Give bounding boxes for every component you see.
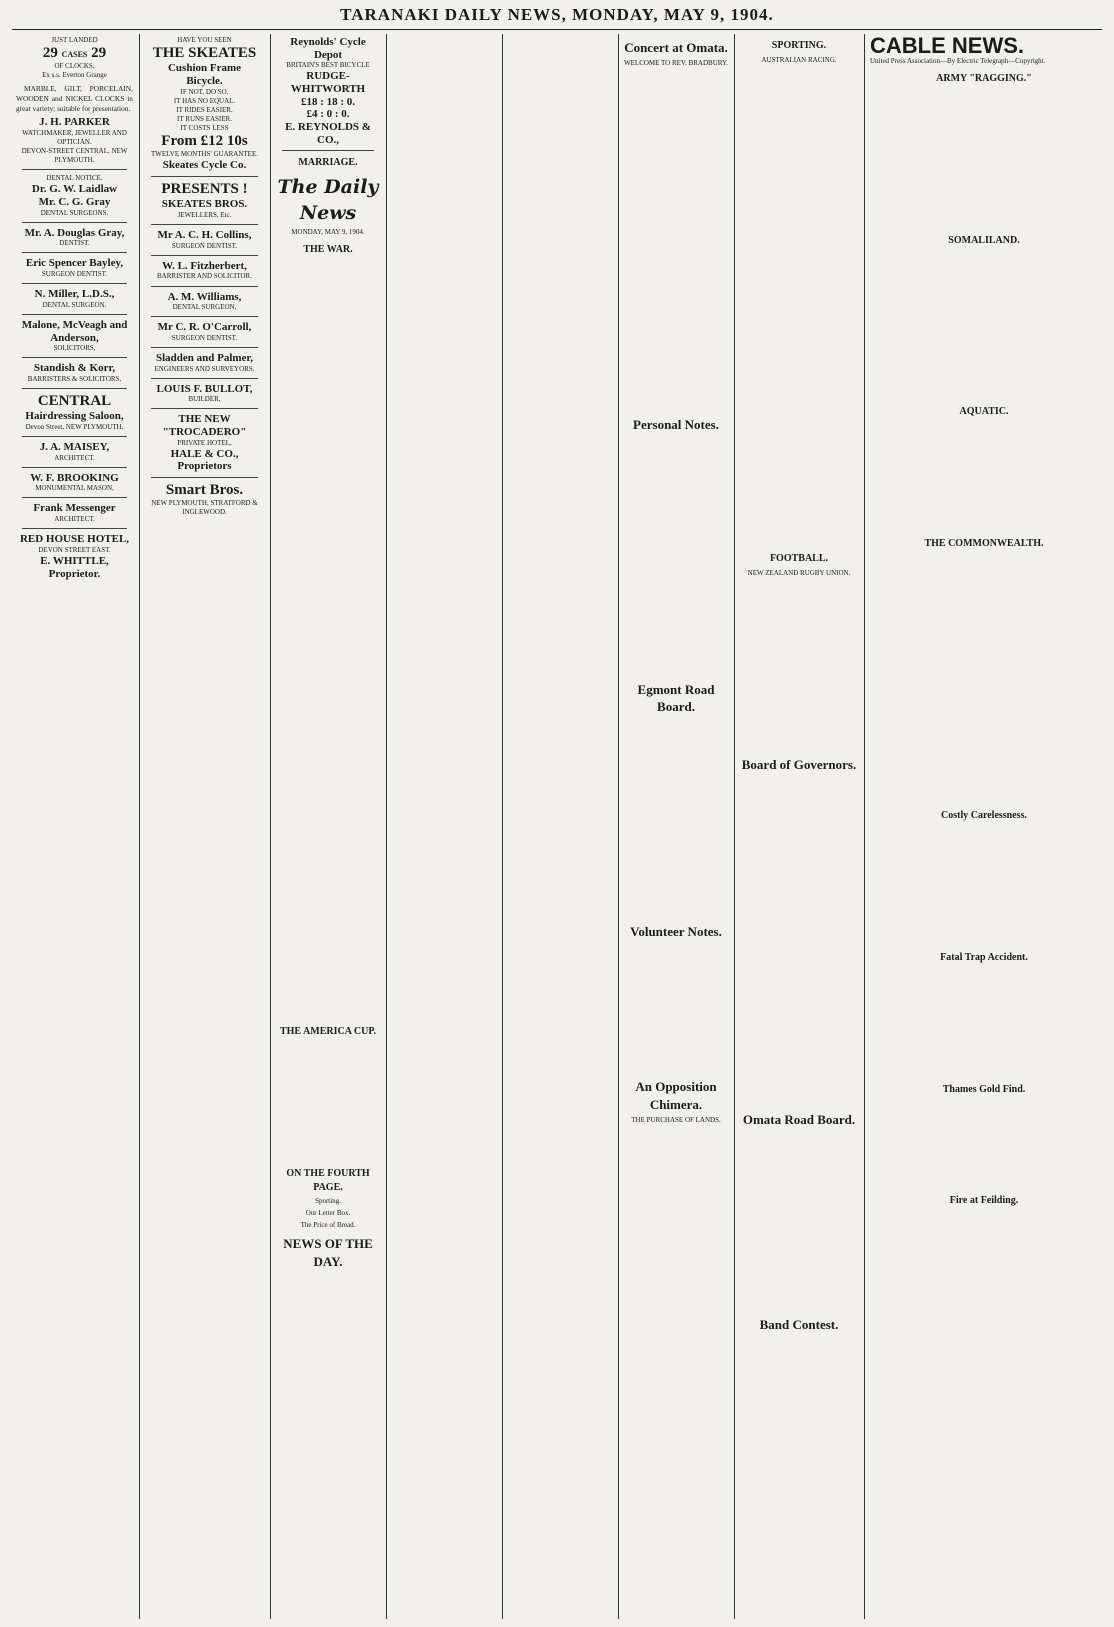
newspaper-masthead: TARANAKI DAILY NEWS, MONDAY, MAY 9, 1904.	[340, 5, 774, 24]
football-heading: FOOTBALL.	[769, 553, 829, 565]
reynolds-co: E. REYNOLDS & CO.,	[285, 120, 371, 146]
carroll-name: Mr C. R. O'Carroll,	[157, 321, 252, 334]
clocks-ad-title: JUST LANDED	[51, 36, 98, 44]
column-4-article	[388, 34, 500, 1619]
skeates-line: IT COSTS LESS	[180, 124, 229, 132]
reynolds-title: Reynolds' Cycle Depot	[290, 36, 366, 61]
thames-body	[870, 1099, 1098, 1189]
clocks-ad-line: Ex s.s. Everton Grange	[42, 71, 107, 80]
gray-name: Mr. C. G. Gray	[38, 195, 111, 208]
fourth-page-item: Sporting.	[315, 1197, 341, 1206]
fire-heading: Fire at Feilding.	[949, 1195, 1019, 1207]
commonwealth-heading: THE COMMONWEALTH.	[924, 538, 1044, 550]
maisey-sub: ARCHITECT.	[54, 453, 95, 462]
war-heading: THE WAR.	[303, 244, 353, 256]
parker-name: J. H. PARKER	[39, 116, 110, 129]
news-of-day-heading: NEWS OF THE DAY.	[283, 1236, 373, 1270]
reynolds-best: BRITAIN'S BEST BICYCLE	[286, 61, 370, 70]
skeates-cycle-co: Skeates Cycle Co.	[162, 159, 247, 172]
bullot-sub: BUILDER,	[188, 395, 221, 404]
skeates-title: THE SKEATES	[152, 45, 257, 62]
bicycle-word: Bicycle.	[186, 74, 223, 87]
personal-notes-heading: Personal Notes.	[633, 416, 719, 432]
rugby-subheading: NEW ZEALAND RUGBY UNION.	[747, 569, 851, 578]
smart-sub: NEW PLYMOUTH, STRATFORD & INGLEWOOD.	[151, 499, 258, 517]
whittle-name: E. WHITTLE, Proprietor.	[40, 554, 109, 580]
sladden-name: Sladden and Palmer,	[155, 352, 254, 364]
laidlaw-name: Dr. G. W. Laidlaw	[31, 183, 118, 196]
opposition-subheading: THE PURCHASE OF LANDS.	[631, 1116, 721, 1125]
column-rule	[270, 34, 271, 1619]
bayley-name: Eric Spencer Bayley,	[25, 257, 124, 270]
dental-notice: DENTAL NOTICE.	[46, 174, 103, 183]
governors-heading: Board of Governors.	[741, 756, 857, 772]
parker-address: DEVON-STREET CENTRAL, NEW PLYMOUTH.	[21, 147, 128, 165]
column-rule	[386, 34, 387, 1619]
skeates-line: IF NOT, DO SO.	[180, 87, 229, 96]
presents-title: PRESENTS !	[161, 181, 248, 198]
concert-body	[624, 71, 728, 411]
standish-sub: BARRISTERS & SOLICITORS,	[27, 374, 122, 383]
americas-cup-body	[276, 1042, 380, 1162]
column-rule	[502, 34, 503, 1619]
williams-sub: DENTAL SURGEON,	[172, 303, 237, 312]
fatal-trap-heading: Fatal Trap Accident.	[940, 951, 1028, 963]
war-article-body	[276, 260, 380, 1020]
trocadero-sub: PRIVATE HOTEL,	[177, 438, 232, 447]
volunteer-body	[624, 943, 728, 1073]
issue-date: MONDAY, MAY 9, 1904.	[291, 228, 365, 237]
skeates-line: IT RUNS EASIER.	[177, 114, 232, 123]
volunteer-notes-heading: Volunteer Notes.	[630, 924, 722, 940]
column-rule	[734, 34, 735, 1619]
americas-cup-heading: THE AMERICA CUP.	[279, 1025, 377, 1037]
douglas-gray-name: Mr. A. Douglas Gray,	[24, 226, 125, 239]
collins-name: Mr A. C. H. Collins,	[157, 229, 252, 242]
central-subtitle: Hairdressing Saloon,	[25, 410, 124, 423]
clocks-ad-of: OF CLOCKS.	[54, 62, 95, 71]
parker-trade: WATCHMAKER, JEWELLER AND OPTICIAN.	[22, 128, 127, 146]
parker-ad-text: MARBLE, GILT, PORCELAIN, WOODEN and NICKEL CLOCKS in great variety; suitable for presentation.	[16, 83, 133, 113]
skeates-intro: HAVE YOU SEEN	[177, 36, 232, 44]
standish-name: Standish & Korr,	[33, 362, 116, 375]
sporting-heading: SPORTING.	[771, 40, 827, 51]
clocks-ad-numbers: 29 CASES 29	[42, 45, 107, 62]
daily-news-logo: The Daily News	[277, 176, 379, 225]
army-ragging-heading: ARMY "RAGGING."	[936, 72, 1032, 84]
cable-news-title: CABLE NEWS.	[870, 34, 1024, 58]
carroll-sub: SURGEON DENTIST.	[171, 333, 238, 342]
redhouse-name: RED HOUSE HOTEL,	[19, 533, 130, 546]
concert-heading: Concert at Omata.	[624, 40, 728, 55]
smart-name: Smart Bros.	[165, 482, 244, 499]
redhouse-sub: DEVON STREET EAST.	[38, 545, 111, 554]
egmont-body	[624, 718, 728, 918]
skeates-bros-sub: JEWELLERS, Etc.	[177, 210, 232, 219]
brooking-sub: MONUMENTAL MASON,	[35, 484, 114, 493]
omata-body	[740, 1131, 858, 1311]
central-address: Devon Street, NEW PLYMOUTH.	[25, 422, 124, 431]
rudge-name: RUDGE-WHITWORTH	[290, 70, 366, 96]
column-6	[620, 34, 732, 1619]
somaliland-heading: SOMALILAND.	[948, 234, 1020, 246]
opposition-heading: An Opposition Chimera.	[635, 1079, 717, 1113]
bayley-sub: SURGEON DENTIST.	[41, 270, 108, 279]
thames-gold-heading: Thames Gold Find.	[942, 1083, 1026, 1095]
clocks-ad	[16, 36, 133, 81]
maisey-name: J. A. MAISEY,	[39, 440, 110, 453]
fitzherbert-name: W. L. Fitzherbert,	[162, 259, 247, 272]
governors-body	[740, 776, 858, 1106]
racing-subheading: AUSTRALIAN RACING.	[761, 55, 837, 64]
carelessness-heading: Costly Carelessness.	[941, 809, 1027, 821]
miller-name: N. Miller, L.D.S.,	[34, 288, 115, 301]
brooking-name: W. F. BROOKING	[30, 471, 119, 484]
carelessness-body	[870, 826, 1098, 946]
marriage-heading: MARRIAGE.	[298, 157, 358, 169]
cable-news-subtitle: United Press Association—By Electric Telegraph—Copyright.	[870, 57, 1046, 66]
collins-sub: SURGEON DENTIST.	[171, 241, 238, 250]
cushion-frame: Cushion Frame	[167, 62, 242, 75]
column-3	[272, 34, 384, 1619]
fitzherbert-sub: BARRISTER AND SOLICITOR.	[157, 272, 252, 281]
second-hand-price: £4 : 0 : 0.	[306, 108, 350, 121]
skeates-bros: SKEATES BROS.	[161, 198, 248, 211]
personal-notes-body	[624, 436, 728, 676]
messenger-name: Frank Messenger	[33, 502, 116, 515]
column-rule	[618, 34, 619, 1619]
somaliland-body	[870, 250, 1098, 400]
column-8-cable-news	[866, 34, 1102, 1619]
sladden-sub: ENGINEERS AND SURVEYORS.	[154, 364, 255, 373]
column-rule	[864, 34, 865, 1619]
malone-name: Malone, McVeagh and Anderson,	[21, 318, 128, 344]
douglas-gray-sub: DENTIST.	[59, 239, 90, 248]
malone-sub: SOLICITORS,	[53, 344, 96, 353]
rugby-body	[740, 581, 858, 751]
concert-subheading: WELCOME TO REV. BRADBURY.	[624, 58, 728, 67]
commonwealth-body	[870, 554, 1098, 804]
column-rule	[139, 34, 140, 1619]
egmont-road-board-heading: Egmont Road Board.	[637, 681, 715, 715]
skeates-line: IT RIDES EASIER.	[176, 105, 233, 114]
miller-sub: DENTAL SURGEON.	[42, 300, 107, 309]
masthead-rule	[12, 29, 1102, 30]
rudge-price: £18 : 18 : 0.	[300, 95, 356, 108]
central-title: CENTRAL	[37, 392, 112, 409]
fourth-page-item: The Price of Bread.	[300, 1220, 356, 1229]
fatal-body	[870, 968, 1098, 1078]
skeates-line: IT HAS NO EQUAL.	[173, 96, 236, 105]
column-5-article	[504, 34, 616, 1619]
band-contest-heading: Band Contest.	[759, 1316, 839, 1332]
army-body	[870, 89, 1098, 229]
aquatic-heading: AQUATIC.	[959, 406, 1009, 418]
fourth-page-heading: ON THE FOURTH PAGE.	[286, 1167, 370, 1193]
column-2-advertisements	[141, 34, 268, 1619]
column-1-advertisements	[12, 34, 137, 1619]
fourth-page-item: Our Letter Box.	[305, 1208, 351, 1217]
gray-sub: DENTAL SURGEONS.	[40, 208, 109, 217]
page-columns	[12, 34, 1102, 1619]
messenger-sub: ARCHITECT.	[54, 515, 95, 524]
bullot-name: LOUIS F. BULLOT,	[156, 382, 253, 395]
hale-name: HALE & CO., Proprietors	[170, 447, 239, 473]
skeates-price: From £12 10s	[161, 133, 248, 150]
trocadero-name: THE NEW "TROCADERO"	[162, 413, 247, 439]
aquatic-body	[870, 422, 1098, 532]
omata-road-board-heading: Omata Road Board.	[742, 1111, 856, 1127]
column-7	[736, 34, 862, 1619]
racing-body	[740, 67, 858, 547]
williams-name: A. M. Williams,	[167, 290, 242, 303]
skeates-guarantee: TWELVE MONTHS' GUARANTEE.	[151, 150, 258, 159]
